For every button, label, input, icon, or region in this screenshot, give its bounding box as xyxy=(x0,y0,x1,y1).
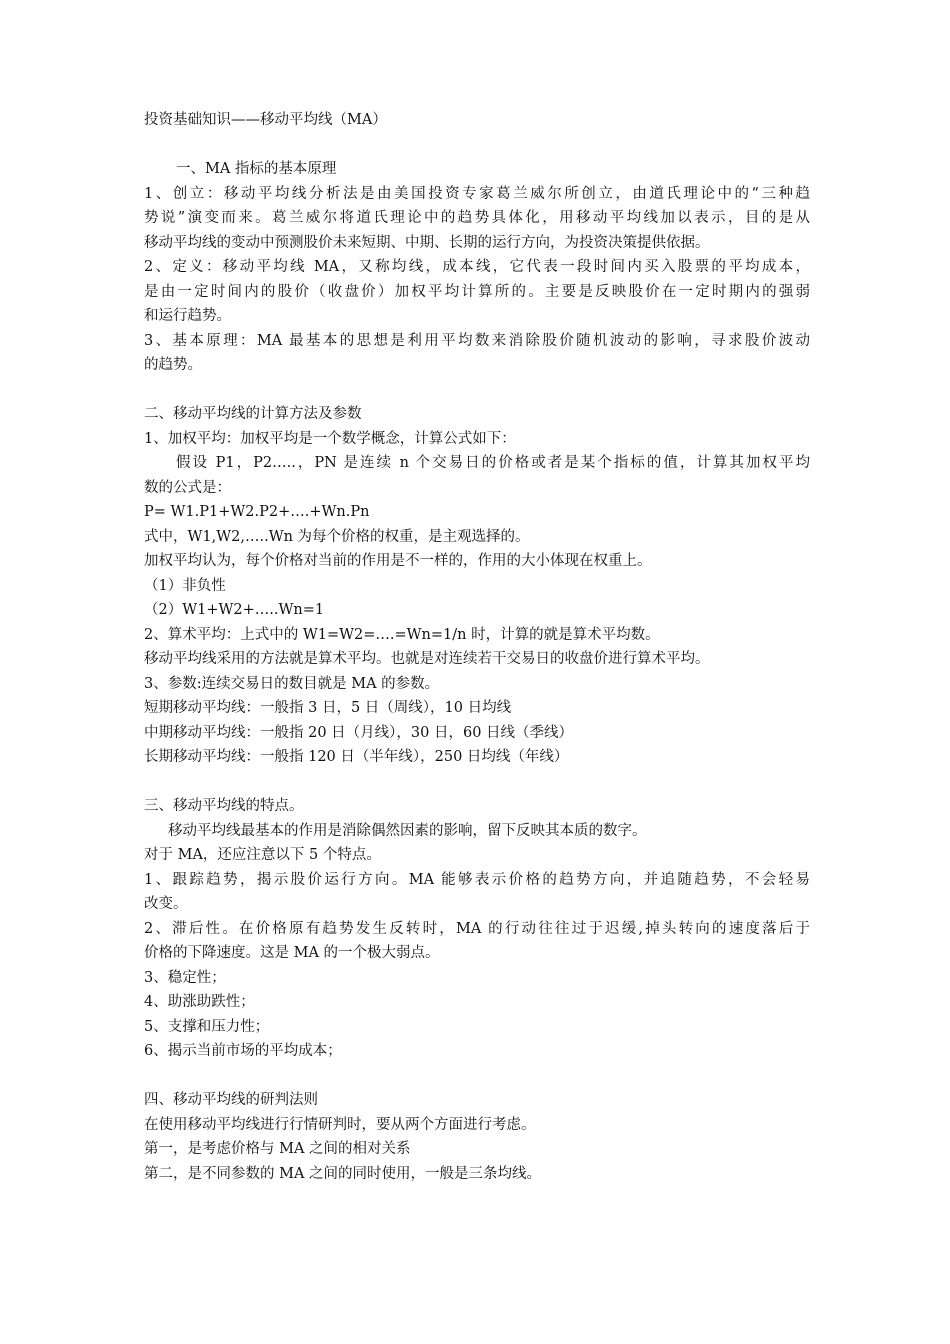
paragraph-line: 第一，是考虑价格与 MA 之间的相对关系 xyxy=(144,1141,411,1157)
paragraph-line: 价格的下降速度。这是 MA 的一个极大弱点。 xyxy=(144,945,440,961)
paragraph-line: 第二，是不同参数的 MA 之间的同时使用，一般是三条均线。 xyxy=(144,1165,542,1182)
list-item: 3、稳定性； xyxy=(144,969,226,986)
paragraph-line: 3、参数:连续交易日的数目就是 MA 的参数。 xyxy=(144,675,440,692)
formula-line: P= W1.P1+W2.P2+….+Wn.Pn xyxy=(144,504,370,520)
spacer xyxy=(144,1064,810,1089)
paragraph-line: 势说”演变而来。葛兰威尔将道氏理论中的趋势具体化，用移动平均线加以表示，目的是从 xyxy=(144,210,810,226)
paragraph-line: 移动平均线最基本的作用是消除偶然因素的影响，留下反映其本质的数字。 xyxy=(168,822,647,839)
paragraph-line: 对于 MA，还应注意以下 5 个特点。 xyxy=(144,847,381,863)
paragraph-line: 的趋势。 xyxy=(144,357,202,373)
document-title: 投资基础知识——移动平均线（MA） xyxy=(144,112,387,128)
section-heading-3: 三、移动平均线的特点。 xyxy=(144,798,304,814)
paragraph-line: 数的公式是： xyxy=(144,479,231,496)
paragraph-line: 1、加权平均：加权平均是一个数学概念，计算公式如下： xyxy=(144,430,516,447)
paragraph-line: 1、跟踪趋势，揭示股价运行方向。MA 能够表示价格的趋势方向，并追随趋势，不会轻易 xyxy=(144,871,810,888)
document-body xyxy=(144,108,810,1186)
section-heading-2: 二、移动平均线的计算方法及参数 xyxy=(144,406,362,422)
paragraph-line: 和运行趋势。 xyxy=(144,308,231,324)
list-item: （2）W1+W2+…..Wn=1 xyxy=(144,602,325,618)
spacer xyxy=(144,378,810,403)
paragraph-line: 2、滞后性。在价格原有趋势发生反转时，MA 的行动往往过于迟缓,掉头转向的速度落后于 xyxy=(144,920,810,937)
paragraph-line: 式中，W1,W2,…..Wn 为每个价格的权重，是主观选择的。 xyxy=(144,528,530,545)
paragraph-line: 移动平均线的变动中预测股价未来短期、中期、长期的运行方向，为投资决策提供依据。 xyxy=(144,234,710,251)
paragraph-line: 改变。 xyxy=(144,896,188,912)
list-item: 5、支撑和压力性； xyxy=(144,1018,270,1035)
list-item: （1）非负性 xyxy=(144,577,226,594)
paragraph-line: 移动平均线采用的方法就是算术平均。也就是对连续若干交易日的收盘价进行算术平均。 xyxy=(144,651,710,667)
paragraph-line: 2、定义：移动平均线 MA，又称均线，成本线，它代表一段时间内买入股票的平均成本， xyxy=(144,259,810,275)
paragraph-line: 加权平均认为，每个价格对当前的作用是不一样的，作用的大小体现在权重上。 xyxy=(144,553,652,569)
list-item: 6、揭示当前市场的平均成本； xyxy=(144,1043,342,1059)
section-heading-4: 四、移动平均线的研判法则 xyxy=(144,1092,318,1108)
spacer xyxy=(144,770,810,795)
paragraph-line: 1、创立：移动平均线分析法是由美国投资专家葛兰威尔所创立，由道氏理论中的“三种趋 xyxy=(144,185,810,202)
list-item: 4、助涨助跌性； xyxy=(144,994,255,1010)
paragraph-line: 2、算术平均：上式中的 W1=W2=….=Wn=1/n 时，计算的就是算术平均数。 xyxy=(144,626,660,643)
section-heading-1: 一、MA 指标的基本原理 xyxy=(176,161,337,177)
paragraph-line: 长期移动平均线：一般指 120 日（半年线），250 日均线（年线） xyxy=(144,749,569,765)
paragraph-line: 中期移动平均线：一般指 20 日（月线），30 日，60 日线（季线） xyxy=(144,724,574,741)
paragraph-line: 在使用移动平均线进行行情研判时，要从两个方面进行考虑。 xyxy=(144,1116,536,1133)
spacer xyxy=(144,133,810,158)
paragraph-line: 是由一定时间内的股价（收盘价）加权平均计算所的。主要是反映股价在一定时期内的强弱 xyxy=(144,283,810,300)
paragraph-line: 短期移动平均线：一般指 3 日，5 日（周线），10 日均线 xyxy=(144,700,512,716)
paragraph-line: 假设 P1，P2…..，PN 是连续 n 个交易日的价格或者是某个指标的值，计算其加权平均 xyxy=(176,455,810,471)
paragraph-line: 3、基本原理：MA 最基本的思想是利用平均数来消除股价随机波动的影响，寻求股价波动 xyxy=(144,332,810,349)
